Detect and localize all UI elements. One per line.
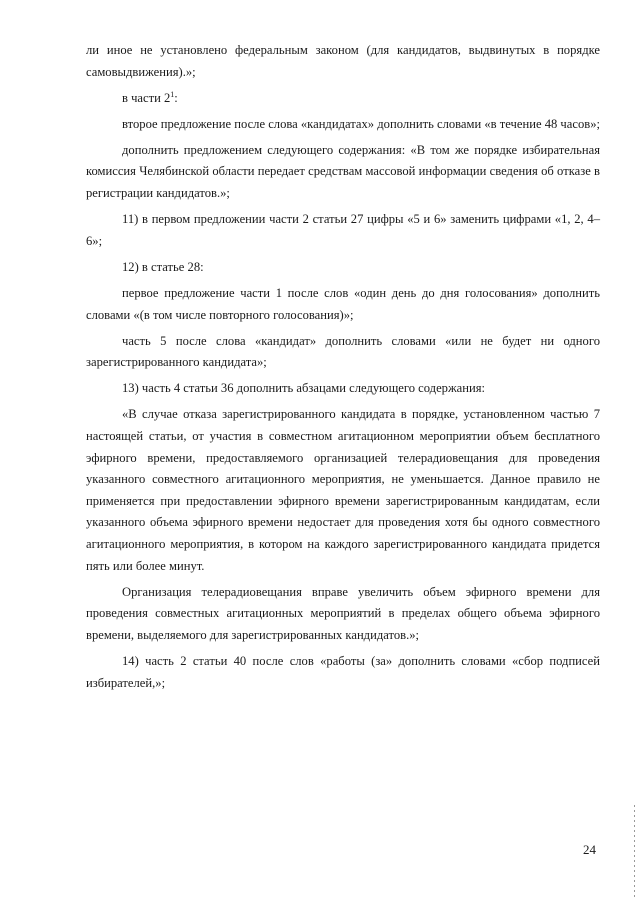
- paragraph: 11) в первом предложении части 2 статьи 27 цифры «5 и 6» заменить цифрами «1, 2, 4–6»;: [86, 212, 600, 248]
- paragraph: 12) в статье 28:: [122, 259, 204, 274]
- document-body: [86, 40, 600, 694]
- paragraph-continuation: ли иное не установлено федеральным законом (для кандидатов, выдвинутых в порядке самовыдвижения).»;: [86, 43, 600, 79]
- paragraph: дополнить предложением следующего содержания: «В том же порядке избирательная комиссия Челябинской области передает средствам массовой информации сведения об отказе в регистрации кандидатов.»;: [86, 142, 600, 201]
- paragraph: второе предложение после слова «кандидатах» дополнить словами «в течение 48 часов»;: [122, 116, 600, 131]
- part-heading-colon: :: [174, 90, 178, 105]
- paragraph: «В случае отказа зарегистрированного кандидата в порядке, установленном частью 7 настоящей статьи, от участия в совместном агитационном мероприятии объем бесплатного эфирного времени, предоставляемого организацией телерадиовещания для проведения указанного совместного агитационного мероприятия, не уменьшается. Данное правило не применяется при предоставлении эфирного времени зарегистрированным кандидатам, если указанного объема эфирного времени недостает для проведения хотя бы одного совместного агитационного мероприятия, в котором на каждого зарегистрированного кандидата придется пять или более минут.: [86, 407, 600, 573]
- paragraph: 13) часть 4 статьи 36 дополнить абзацами следующего содержания:: [122, 381, 486, 396]
- part-heading-text: в части 2: [122, 90, 171, 105]
- paragraph: 14) часть 2 статьи 40 после слов «работы (за» дополнить словами «сбор подписей избирателей,»;: [86, 653, 600, 690]
- page-number: 24: [583, 842, 596, 857]
- paragraph: первое предложение части 1 после слов «один день до дня голосования» дополнить словами «(в том числе повторного голосования)»;: [86, 285, 600, 322]
- paragraph: Организация телерадиовещания вправе увеличить объем эфирного времени для проведения совместных агитационных мероприятий в пределах общего объема эфирного времени, выделяемого для зарегистрированных кандидатов.»;: [86, 584, 600, 642]
- paragraph-part-heading: [86, 88, 600, 110]
- scan-edge-mark: [634, 805, 635, 900]
- part-superscript: 1: [170, 89, 175, 99]
- paragraph: часть 5 после слова «кандидат» дополнить словами «или не будет ни одного зарегистрированного кандидата»;: [86, 333, 600, 370]
